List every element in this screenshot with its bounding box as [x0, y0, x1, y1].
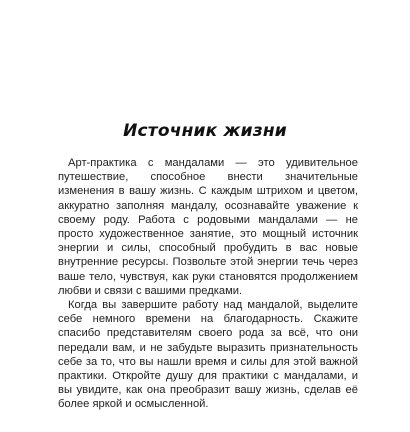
page-title: Источник жизни: [123, 121, 287, 141]
article-body: [58, 156, 358, 412]
paragraph-1: Арт-практика с мандалами — это удивительное путешествие, способное внести значительные изменения в вашу жизнь. С каждым штрихом и цветом, аккуратно заполняя мандалу, осознавайте уважение к своему роду. Работа с родовыми мандалами — не просто художественное занятие, это мощный источник энергии и силы, способный пробудить в вас новые внутренние ресурсы. Позвольте этой энергии течь через ваше тело, чувствуя, как руки становятся продолжением любви и связи с вашими предками.: [58, 157, 358, 297]
paragraph-2: Когда вы завершите работу над мандалой, выделите себе немного времени на благодарность. Скажите спасибо представителям своего рода за всё, что они передали вам, и не забудьте выразить признательность себе за то, что вы нашли время и силы для этой важной практики. Откройте душу для практики с мандалами, и вы увидите, как она преобразит вашу жизнь, сделав её более яркой и осмысленной.: [58, 299, 358, 411]
